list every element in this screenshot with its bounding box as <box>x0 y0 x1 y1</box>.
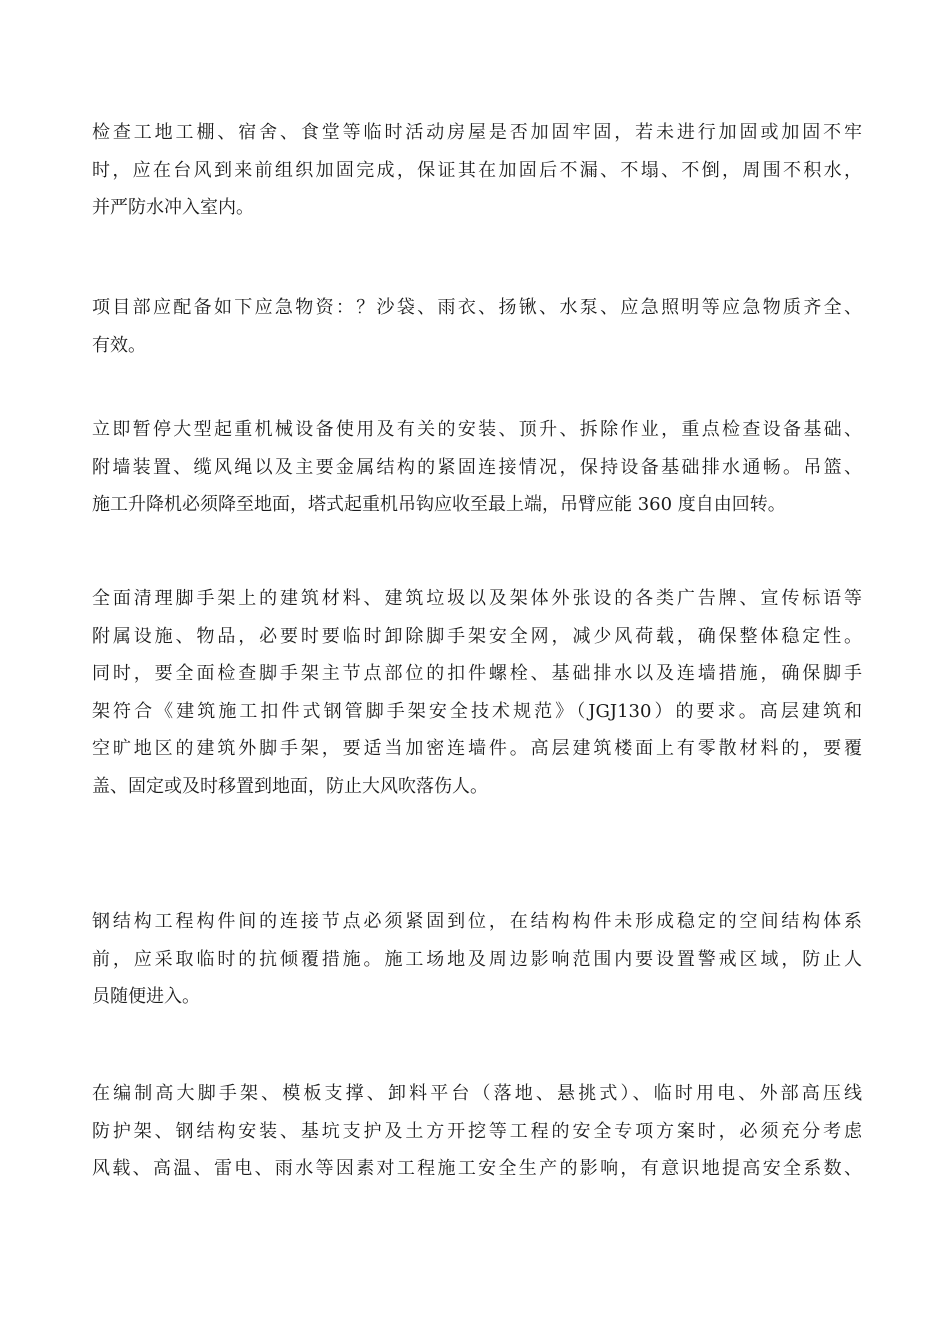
text-line: 检查工地工棚、宿舍、食堂等临时活动房屋是否加固牢固，若未进行加固或加固不牢 <box>92 122 862 143</box>
paragraph-temporary-housing <box>92 114 862 227</box>
paragraph-scaffolding <box>92 580 862 805</box>
text-line: 员随便进入。 <box>92 986 200 1007</box>
text-line: 并严防水冲入室内。 <box>92 197 254 218</box>
text-line: 全面清理脚手架上的建筑材料、建筑垃圾以及架体外张设的各类广告牌、宣传标语等 <box>92 588 862 609</box>
text-line: 钢结构工程构件间的连接节点必须紧固到位，在结构构件未形成稳定的空间结构体系 <box>92 911 862 932</box>
text-line: 前，应采取临时的抗倾覆措施。施工场地及周边影响范围内要设置警戒区域，防止人 <box>92 948 862 970</box>
text-line: 有效。 <box>92 334 146 356</box>
paragraph-steel-structure <box>92 903 862 1016</box>
text-line: 时，应在台风到来前组织加固完成，保证其在加固后不漏、不塌、不倒，周围不积水， <box>92 159 862 181</box>
text-line: 附属设施、物品，必要时要临时卸除脚手架安全网，减少风荷载，确保整体稳定性。 <box>92 625 862 647</box>
text-line: 施工升降机必须降至地面，塔式起重机吊钩应收至最上端，吊臂应能 360 度自由回转。 <box>92 494 786 515</box>
text-line: 立即暂停大型起重机械设备使用及有关的安装、顶升、拆除作业，重点检查设备基础、 <box>92 419 862 440</box>
text-line: 空旷地区的建筑外脚手架，要适当加密连墙件。高层建筑楼面上有零散材料的，要覆 <box>92 738 862 759</box>
text-line: 附墙装置、缆风绳以及主要金属结构的紧固连接情况，保持设备基础排水通畅。吊篮、 <box>92 456 862 478</box>
text-line: 同时，要全面检查脚手架主节点部位的扣件螺栓、基础排水以及连墙措施，确保脚手 <box>92 663 862 684</box>
text-line: 项目部应配备如下应急物资：？沙袋、雨衣、扬锹、水泵、应急照明等应急物质齐全、 <box>92 297 862 318</box>
text-line: 风载、高温、雷电、雨水等因素对工程施工安全生产的影响，有意识地提高安全系数、 <box>92 1158 862 1179</box>
text-line: 盖、固定或及时移置到地面，防止大风吹落伤人。 <box>92 775 488 797</box>
paragraph-lifting-machinery <box>92 411 862 524</box>
text-line: 防护架、钢结构安装、基坑支护及土方开挖等工程的安全专项方案时，必须充分考虑 <box>92 1120 862 1142</box>
text-line: 架符合《建筑施工扣件式钢管脚手架安全技术规范》（JGJ130）的要求。高层建筑和 <box>92 700 862 722</box>
text-line: 在编制高大脚手架、模板支撑、卸料平台（落地、悬挑式）、临时用电、外部高压线 <box>92 1083 862 1104</box>
paragraph-safety-plans <box>92 1075 862 1188</box>
paragraph-emergency-supplies <box>92 289 862 364</box>
